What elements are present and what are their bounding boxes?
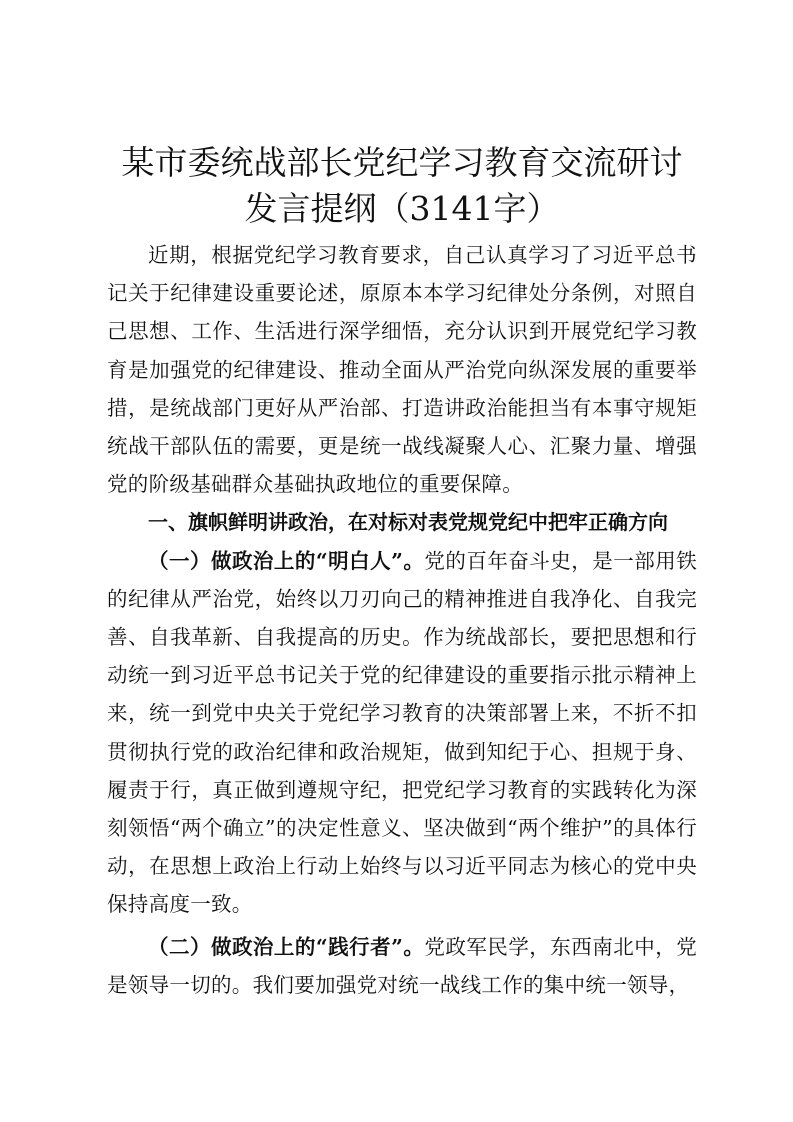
document-page	[107, 140, 697, 1004]
document-title: 某市委统战部长党纪学习教育交流研讨发言提纲（3141字）	[121, 143, 683, 228]
subsection-1-lead: （一）做政治上的“明白人”。	[148, 548, 425, 573]
section-1-heading: 一、旗帜鲜明讲政治，在对标对表党规党纪中把牢正确方向	[148, 510, 668, 535]
subsection-2-lead: （二）做政治上的“践行者”。	[148, 934, 425, 959]
subsection-2-body: 党政军民学，东西南北中，党是领导一切的。我们要加强党对统一战线工作的集中统一领导，	[107, 934, 697, 997]
subsection-1-body: 党的百年奋斗史，是一部用铁的纪律从严治党，始终以刀刃向己的精神推进自我净化、自我完善、自我革新、自我提高的历史。作为统战部长，要把思想和行动统一到习近平总书记关于党的纪律建设的重要指示批示精神上来，统一到党中央关于党纪学习教育的决策部署上来，不折不扣贯彻执行党的政治纪律和政治规矩，做到知纪于心、担规于身、履责于行，真正做到遵规守纪，把党纪学习教育的实践转化为深刻领悟“两个确立”的决定性意义、坚决做到“两个维护”的具体行动，在思想上政治上行动上始终与以习近平同志为核心的党中央保持高度一致。	[107, 548, 697, 917]
subsection-2-paragraph	[107, 928, 697, 1004]
intro-paragraph: 近期，根据党纪学习教育要求，自己认真学习了习近平总书记关于纪律建设重要论述，原原本本学习纪律处分条例，对照自己思想、工作、生活进行深学细悟，充分认识到开展党纪学习教育是加强党的纪律建设、推动全面从严治党向纵深发展的重要举措，是统战部门更好从严治部、打造讲政治能担当有本事守规矩统战干部队伍的需要，更是统一战线凝聚人心、汇聚力量、增强党的阶级基础群众基础执政地位的重要保障。	[107, 243, 697, 497]
subsection-1-paragraph	[107, 542, 697, 924]
